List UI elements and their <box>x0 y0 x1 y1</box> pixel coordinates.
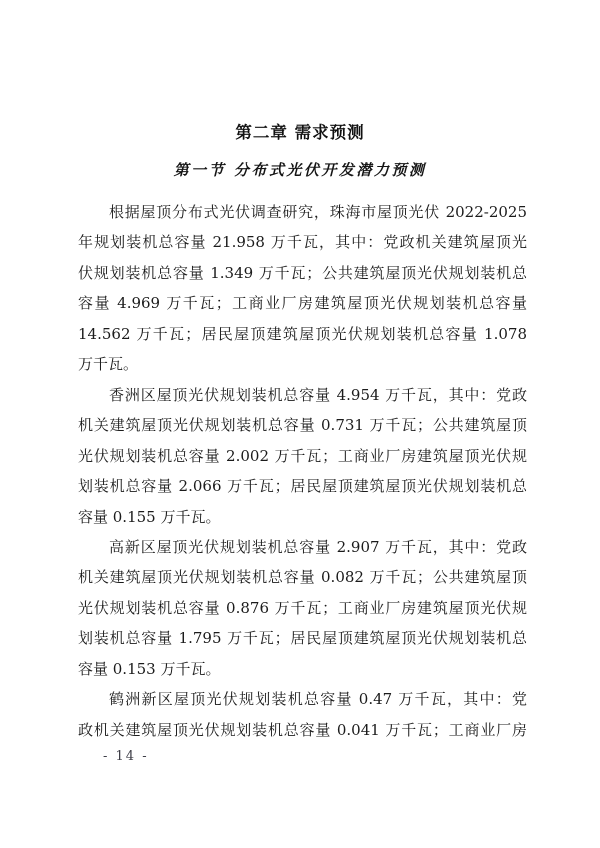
text-line: 14.562 万千瓦；居民屋顶建筑屋顶光伏规划装机总容量 1.078 <box>78 324 527 343</box>
text-line: 万千瓦。 <box>78 355 139 374</box>
text-line: 政机关建筑屋顶光伏规划装机总容量 0.041 万千瓦；工商业厂房 <box>78 720 527 739</box>
paragraph-xiangzhou <box>78 380 527 532</box>
text-line: 高新区屋顶光伏规划装机总容量 2.907 万千瓦，其中：党政 <box>109 537 527 556</box>
text-line: 机关建筑屋顶光伏规划装机总容量 0.731 万千瓦；公共建筑屋顶 <box>78 416 527 435</box>
document-body <box>78 197 527 745</box>
text-line: 光伏规划装机总容量 0.876 万千瓦；工商业厂房建筑屋顶光伏规 <box>78 598 527 617</box>
paragraph-gaoxin <box>78 532 527 684</box>
text-line: 年规划装机总容量 21.958 万千瓦，其中：党政机关建筑屋顶光 <box>78 233 527 252</box>
text-line: 光伏规划装机总容量 2.002 万千瓦；工商业厂房建筑屋顶光伏规 <box>78 446 527 465</box>
text-line: 容量 0.155 万千瓦。 <box>78 507 221 526</box>
text-line: 香洲区屋顶光伏规划装机总容量 4.954 万千瓦，其中：党政 <box>109 385 527 404</box>
text-line: 根据屋顶分布式光伏调查研究，珠海市屋顶光伏 2022-2025 <box>109 203 527 221</box>
text-line: 容量 0.153 万千瓦。 <box>78 659 221 678</box>
paragraph-hezhou <box>78 684 527 745</box>
paragraph-overview <box>78 197 527 380</box>
text-line: 划装机总容量 1.795 万千瓦；居民屋顶建筑屋顶光伏规划装机总 <box>78 629 527 648</box>
text-line: 伏规划装机总容量 1.349 万千瓦；公共建筑屋顶光伏规划装机总 <box>78 263 527 282</box>
chapter-title: 第二章 需求预测 <box>235 123 365 142</box>
text-line: 划装机总容量 2.066 万千瓦；居民屋顶建筑屋顶光伏规划装机总 <box>78 477 527 496</box>
page-number: - 14 - <box>103 749 149 764</box>
text-line: 机关建筑屋顶光伏规划装机总容量 0.082 万千瓦；公共建筑屋顶 <box>78 568 527 587</box>
section-title: 第一节 分布式光伏开发潜力预测 <box>173 161 427 179</box>
text-line: 容量 4.969 万千瓦；工商业厂房建筑屋顶光伏规划装机总容量 <box>78 294 527 313</box>
text-line: 鹤洲新区屋顶光伏规划装机总容量 0.47 万千瓦，其中：党 <box>109 690 527 709</box>
